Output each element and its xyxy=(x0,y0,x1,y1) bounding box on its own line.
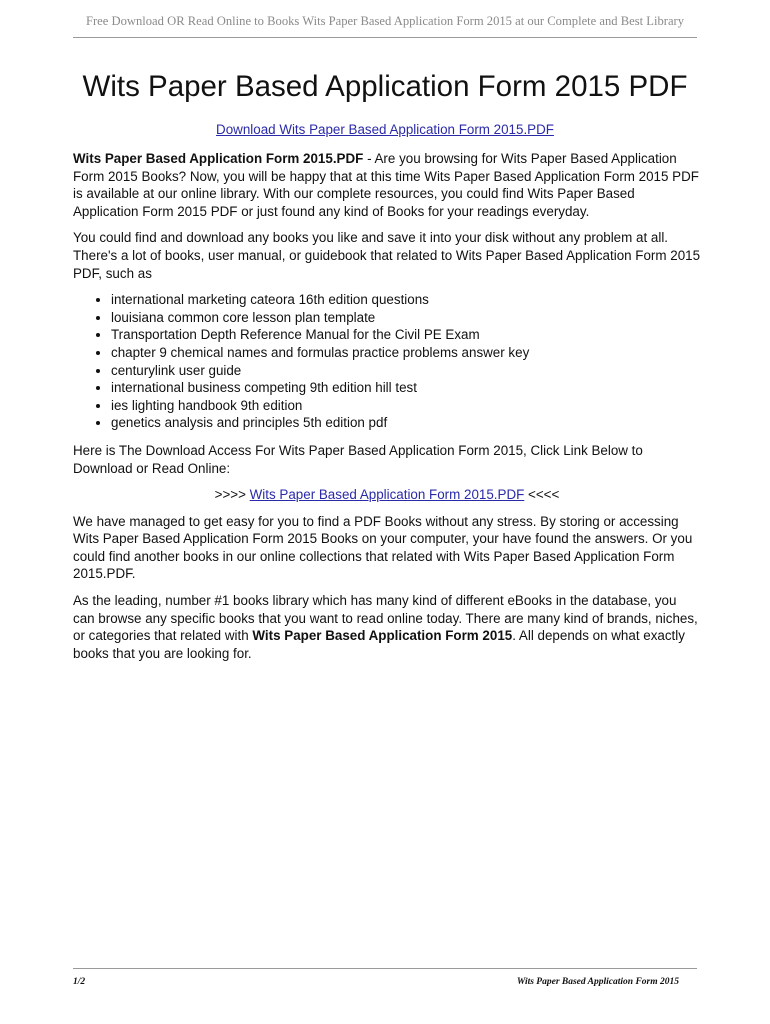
link-prefix: >>>> xyxy=(214,487,250,503)
link-suffix: <<<< xyxy=(524,487,560,503)
list-item: • Transportation Depth Reference Manual for the Civil PE Exam xyxy=(111,326,701,344)
related-books-list xyxy=(73,291,701,432)
para5-end: . All depends on what exactly books that you are looking for. xyxy=(73,628,685,661)
list-item: • genetics analysis and principles 5th edition pdf xyxy=(111,414,701,432)
paragraph-4: We have managed to get easy for you to find a PDF Books without any stress. By storing or accessing Wits Paper Based Application Form 2015 Books on your computer, your have found the answers. Or you could find another books in our online collections that related with Wits Paper Based Application Form 2015.PDF. xyxy=(73,513,693,582)
document-body xyxy=(73,150,701,671)
paragraph-5 xyxy=(73,592,701,662)
list-item: • international marketing cateora 16th edition questions xyxy=(111,291,701,309)
top-download-link-container xyxy=(0,122,770,137)
para5-start: As the leading, number #1 books library which has many kind of different eBooks in the database, you can browse any specific books that you want to read online today. There are many kind of brands, niches, or categories that related with xyxy=(73,593,698,644)
intro-text: - Are you browsing for Wits Paper Based Application Form 2015 Books? Now, you will be happy that at this time Wits Paper Based Application Form 2015 PDF is available at our online library. With our complete resources, you could find Wits Paper Based Application Form 2015 PDF or just found any kind of Books for your readings everyday. xyxy=(73,151,699,219)
intro-bold: Wits Paper Based Application Form 2015.PDF xyxy=(73,151,364,166)
list-item: • international business competing 9th edition hill test xyxy=(111,379,701,397)
list-item: • chapter 9 chemical names and formulas practice problems answer key xyxy=(111,344,701,362)
paragraph-2: You could find and download any books you like and save it into your disk without any problem at all. There's a lot of books, user manual, or guidebook that related to Wits Paper Based Application Form 2015 PDF, such as xyxy=(73,230,701,281)
mid-download-line xyxy=(73,486,701,504)
mid-download-link[interactable]: Wits Paper Based Application Form 2015.PDF xyxy=(249,487,525,503)
list-item: • centurylink user guide xyxy=(111,362,701,380)
footer-title: Wits Paper Based Application Form 2015 xyxy=(516,977,679,987)
page-title: Wits Paper Based Application Form 2015 PDF xyxy=(82,70,688,103)
top-download-link[interactable]: Download Wits Paper Based Application Form 2015.PDF xyxy=(216,122,554,137)
intro-paragraph xyxy=(73,150,701,220)
top-banner: Free Download OR Read Online to Books Wits Paper Based Application Form 2015 at our Complete and Best Library xyxy=(73,14,697,38)
paragraph-3: Here is The Download Access For Wits Paper Based Application Form 2015, Click Link Below to Download or Read Online: xyxy=(73,442,643,476)
page-number: 1/2 xyxy=(73,977,86,987)
footer-divider xyxy=(73,968,697,969)
para5-bold: Wits Paper Based Application Form 2015 xyxy=(252,628,513,644)
list-item: • louisiana common core lesson plan template xyxy=(111,309,701,327)
list-item: • ies lighting handbook 9th edition xyxy=(111,397,701,415)
